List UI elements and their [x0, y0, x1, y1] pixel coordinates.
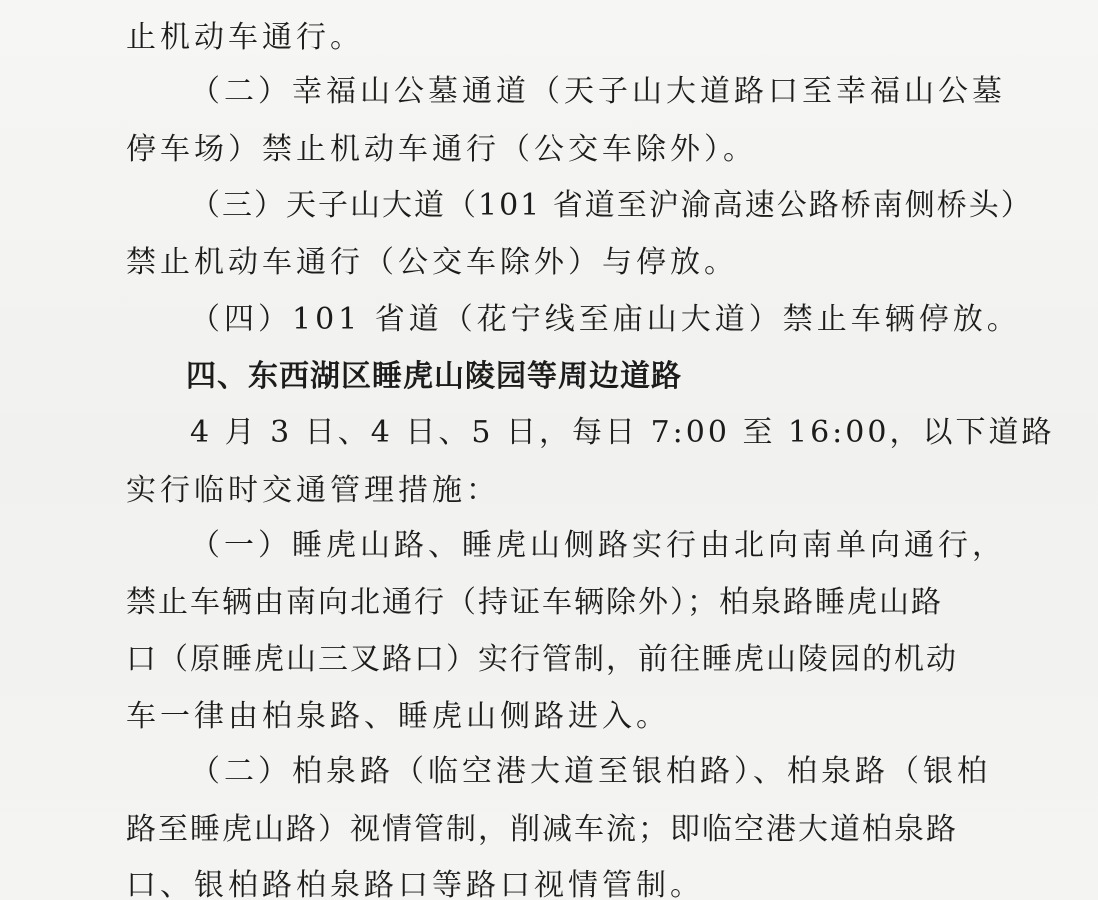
text-line-16: 口、银柏路柏泉路口等路口视情管制。 — [126, 868, 704, 900]
text-line-11: 禁止车辆由南向北通行（持证车辆除外）；柏泉路睡虎山路 — [126, 585, 943, 620]
text-line-10: （一）睡虎山路、睡虎山侧路实行由北向南单向通行， — [190, 528, 1006, 563]
text-line-9: 实行临时交通管理措施： — [126, 473, 500, 508]
text-line-3: 停车场）禁止机动车通行（公交车除外）。 — [126, 132, 757, 167]
section-heading: 四、东西湖区睡虎山陵园等周边道路 — [186, 359, 682, 394]
text-line-14: （二）柏泉路（临空港大道至银柏路）、柏泉路（银柏 — [190, 754, 991, 789]
text-line-12: 口（原睡虎山三叉路口）实行管制，前往睡虎山陵园的机动 — [126, 642, 958, 677]
text-line-6: （四）101 省道（花宁线至庙山大道）禁止车辆停放。 — [190, 302, 1021, 337]
text-line-4: （三）天子山大道（101 省道至沪渝高速公路桥南侧桥头） — [190, 188, 1033, 223]
text-line-15: 路至睡虎山路）视情管制，削减车流；即临空港大道柏泉路 — [126, 812, 958, 847]
text-line-5: 禁止机动车通行（公交车除外）与停放。 — [126, 245, 738, 280]
text-line-8: 4 月 3 日、4 日、5 日，每日 7:00 至 16:00，以下道路 — [190, 415, 1055, 450]
text-line-1: 止机动车通行。 — [126, 20, 364, 55]
text-line-13: 车一律由柏泉路、睡虎山侧路进入。 — [126, 699, 670, 734]
text-line-2: （二）幸福山公墓通道（天子山大道路口至幸福山公墓 — [190, 74, 1006, 109]
